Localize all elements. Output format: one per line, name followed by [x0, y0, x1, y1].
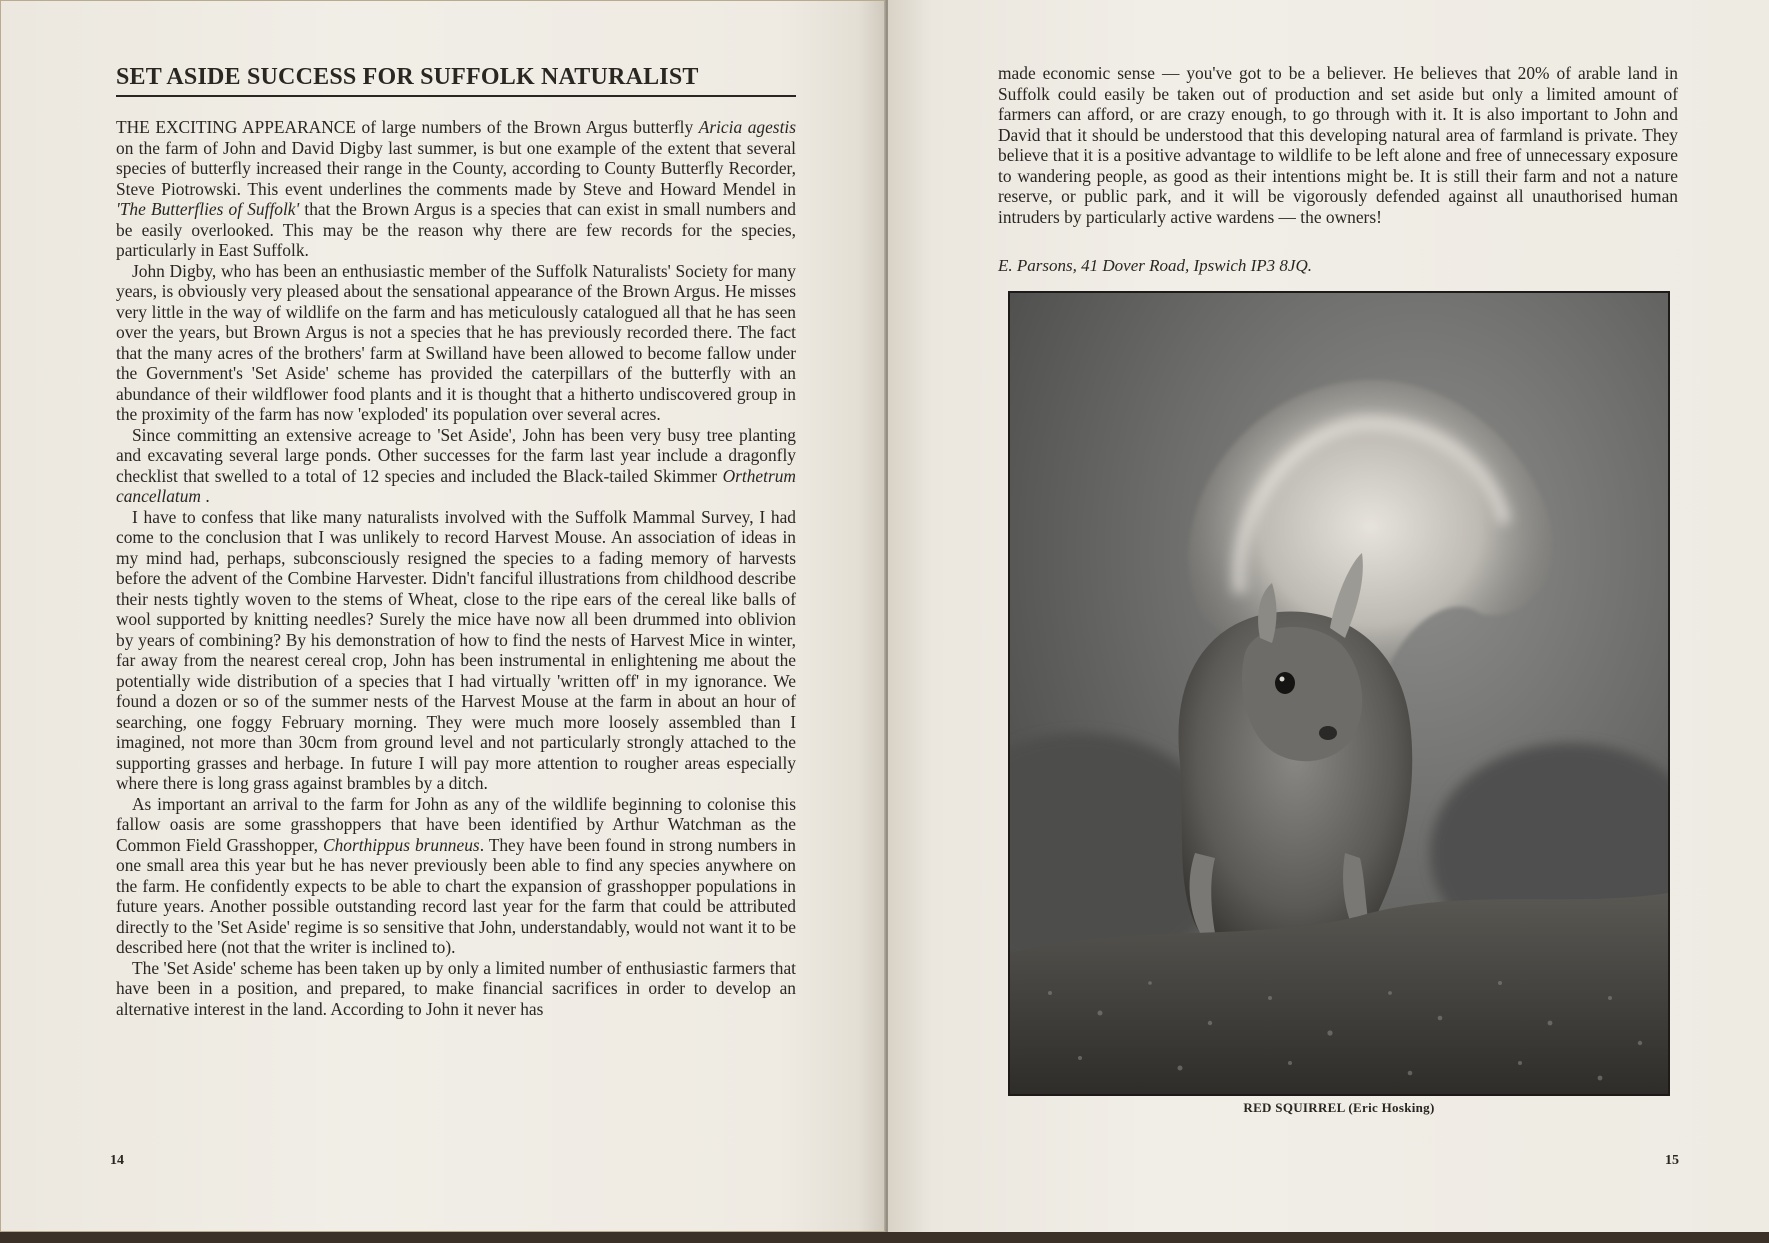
text-run: on the farm of John and David Digby last summer, is but one example of the extent that several species of butterfly increased their range in the County, according to County Butterfly Recorder, Steve Piotrowski. This event underlines the comments made by Steve and Howard Mendel in: [116, 137, 796, 199]
article-continuation: [998, 63, 1678, 227]
text-run: The 'Set Aside' scheme has been taken up by only a limited number of enthusiastic farmers that have been in a position, and prepared, to make financial sacrifices in order to develop an alternative interest in the land. According to John it never has: [116, 957, 796, 1019]
text-run: As important an arrival to the farm for John as any of the wildlife beginning to colonise this fallow oasis are some grasshoppers that have been identified by Arthur Watchman as the Common Field Grasshopper,: [116, 793, 796, 855]
body-paragraph: [116, 425, 796, 507]
text-run: that the Brown Argus is a species that can exist in small numbers and be easily overlooked. This may be the reason why there are few records for the species, particularly in East Suffolk.: [116, 199, 796, 260]
text-run: THE EXCITING APPEARANCE of large numbers of the Brown Argus butterfly: [116, 117, 699, 137]
italic-run: Orthetrum cancellatum: [116, 465, 796, 506]
author-signature: E. Parsons, 41 Dover Road, Ipswich IP3 8JQ.: [998, 256, 1312, 275]
red-squirrel-photo: [1008, 291, 1670, 1096]
body-paragraph: [116, 958, 796, 1020]
body-paragraph: [116, 794, 796, 958]
italic-run: Chorthippus brunneus: [323, 834, 480, 855]
text-run: .: [201, 486, 210, 506]
continuation-paragraph: made economic sense — you've got to be a believer. He believes that 20% of arable land in Suffolk could easily be taken out of production and set aside but only a limited amount of farmers can afford, or are crazy enough, to go through with it. It is also important to John and David that it should be understood that this developing natural area of farmland is private. They believe that it is a positive advantage to wildlife to be left alone and free of unnecessary exposure to wandering people, as good as their intentions might be. It is still their farm and not a nature reserve, or public park, and it will be vigorously defended against all unauthorised human intruders by particularly active wardens — the owners!: [998, 63, 1678, 227]
italic-run: 'The Butterflies of Suffolk': [116, 199, 300, 219]
bottom-edge: [0, 1232, 1769, 1243]
body-paragraph: [116, 117, 796, 261]
text-run: John Digby, who has been an enthusiastic member of the Suffolk Naturalists' Society for many years, is obviously very pleased about the sensational appearance of the Brown Argus. He misses very little in the way of wildlife on the farm and has meticulously catalogued all that he has seen over the years, but Brown Argus is not a species that he has previously recorded there. The fact that the many acres of the brothers' farm at Swilland have been allowed to become fallow under the Government's 'Set Aside' scheme has provided the caterpillars of the butterfly with an abundance of their wildflower food plants and it is thought that a hitherto undiscovered group in the proximity of the farm has now 'exploded' its population over several acres.: [116, 260, 796, 424]
italic-run: Aricia agestis: [698, 117, 796, 137]
article-body: [116, 117, 796, 1019]
text-run: Since committing an extensive acreage to 'Set Aside', John has been very busy tree planting and excavating several large ponds. Other successes for the farm last year include a dragonfly checklist that swelled to a total of 12 species and included the Black-tailed Skimmer: [116, 424, 796, 486]
body-paragraph: [116, 261, 796, 425]
body-paragraph: [116, 507, 796, 794]
page-number-left: 14: [110, 1153, 124, 1168]
page-number-right: 15: [1665, 1153, 1679, 1168]
photo-caption: RED SQUIRREL (Eric Hosking): [1243, 1100, 1435, 1115]
text-run: I have to confess that like many naturalists involved with the Suffolk Mammal Survey, I had come to the conclusion that I was unlikely to record Harvest Mouse. An association of ideas in my mind had, perhaps, subconsciously resigned the species to a fading memory of harvests before the advent of the Combine Harvester. Didn't fanciful illustrations from childhood describe their nests tightly woven to the stems of Wheat, close to the ripe ears of the cereal like balls of wool supported by knitting needles? Surely the mice have now all been drummed into oblivion by years of combining? By his demonstration of how to find the nests of Harvest Mice in winter, far away from the nearest cereal crop, John has been instrumental in enlightening me about the potentially wide distribution of a species that I had virtually 'written off' in my ignorance. We found a dozen or so of the summer nests of the Harvest Mouse at the farm in about an hour of searching, one foggy February morning. They were much more loosely assembled than I imagined, not more than 30cm from ground level and not particularly strongly attached to the supporting grasses and herbage. In future I will pay more attention to rougher areas especially where there is long grass against brambles by a ditch.: [116, 506, 796, 793]
text-run: . They have been found in strong numbers in one small area this year but he has never previously been able to find any species anywhere on the farm. He confidently expects to be able to chart the expansion of grasshopper populations in future years. Another possible outstanding record last year for the farm that could be attributed directly to the 'Set Aside' regime is so sensitive that John, understandably, would not want it to be described here (not that the writer is inclined to).: [116, 834, 796, 957]
article-title: SET ASIDE SUCCESS FOR SUFFOLK NATURALIST: [116, 64, 796, 97]
